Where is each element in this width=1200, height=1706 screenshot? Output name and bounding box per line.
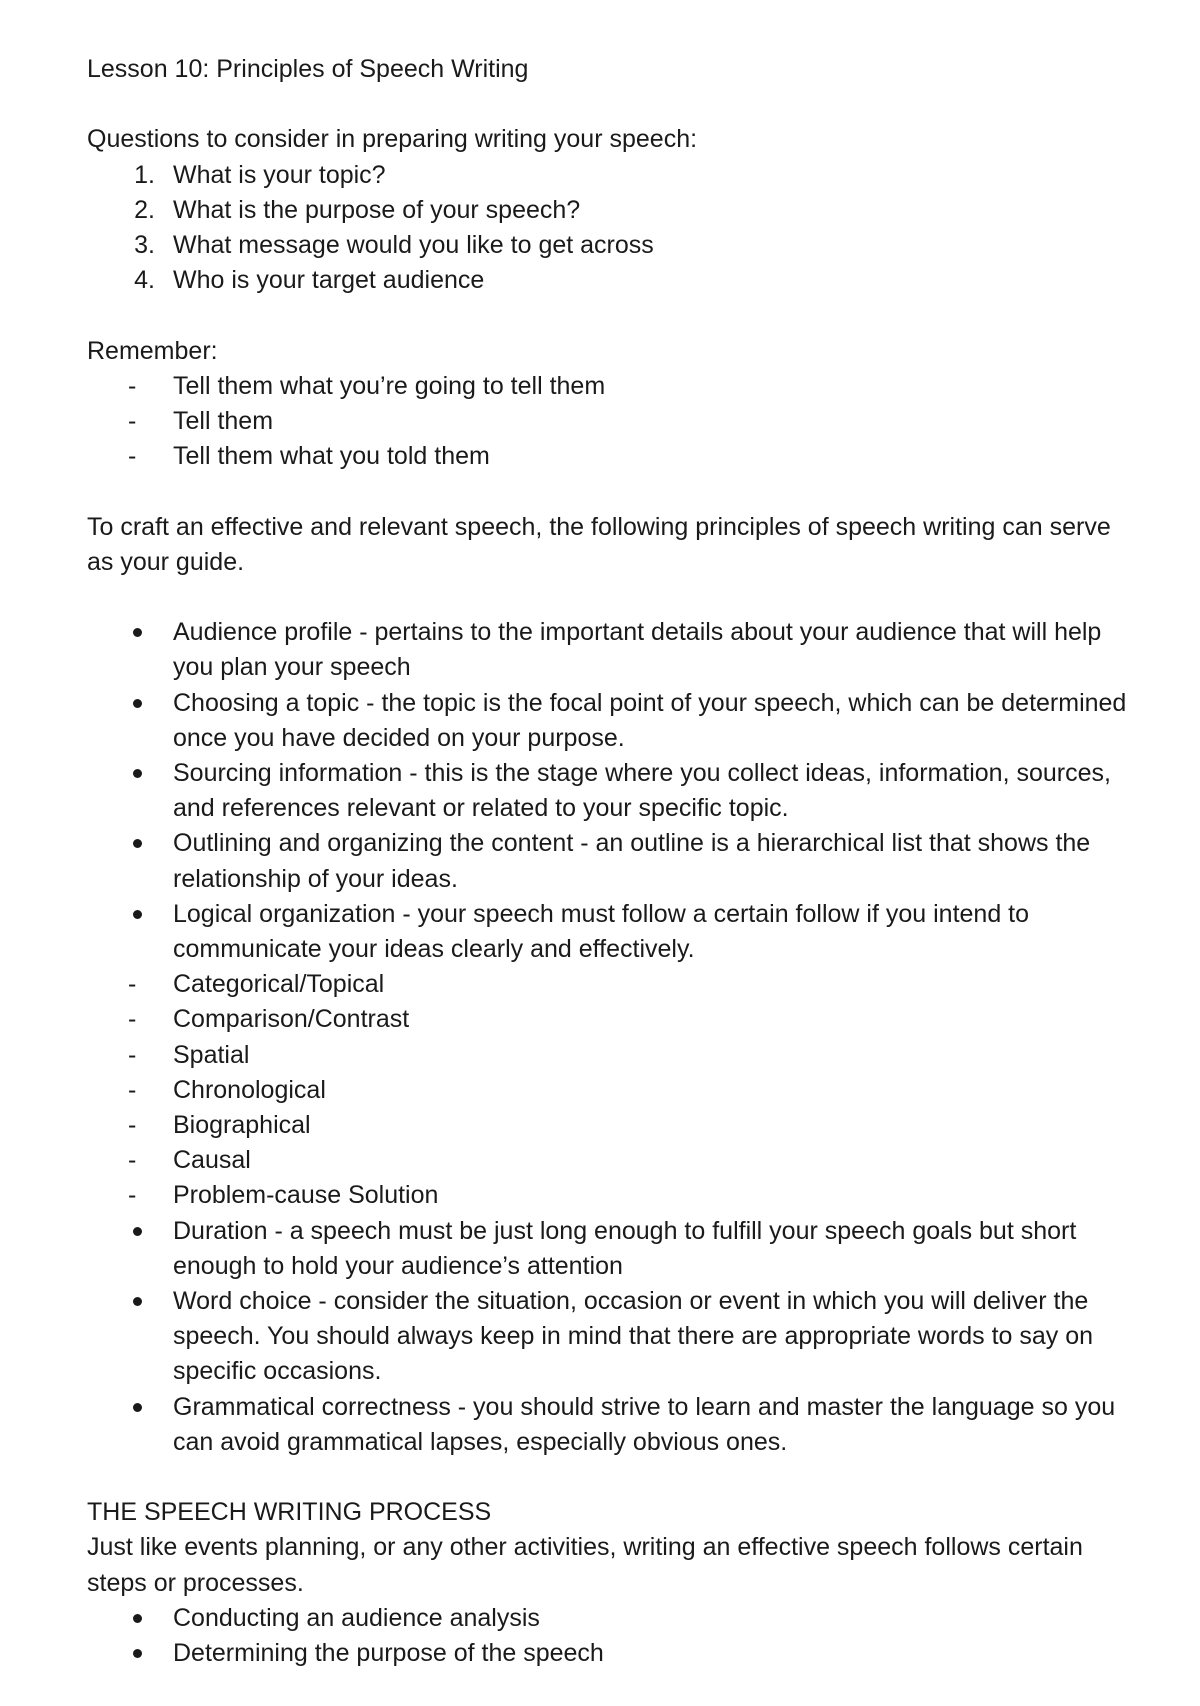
list-item-text: Categorical/Topical xyxy=(173,970,385,999)
list-item-text: Outlining and organizing the content - an outline is a hierarchical list that shows the relationship of your ideas. xyxy=(173,829,1091,893)
bullet-icon xyxy=(133,1297,142,1306)
list-item-text: Tell them what you told them xyxy=(173,442,490,471)
principles-list xyxy=(87,615,1127,1460)
document-page xyxy=(87,52,1127,1671)
list-item xyxy=(87,1143,1127,1178)
list-item-text: Logical organization - your speech must follow a certain follow if you intend to communicate your ideas clearly and effectively. xyxy=(173,899,1030,964)
bullet-icon xyxy=(133,1649,142,1658)
list-item xyxy=(87,158,1127,193)
list-item-text: What is your topic? xyxy=(173,160,386,189)
list-item-text: Audience profile - pertains to the important details about your audience that will help you plan your speech xyxy=(173,618,1102,682)
list-number: 2. xyxy=(134,195,155,224)
list-item-text: Spatial xyxy=(173,1040,250,1069)
list-item xyxy=(87,263,1127,298)
list-item-text: Duration - a speech must be just long enough to fulfill your speech goals but short enough to hold your audience’s attention xyxy=(173,1216,1077,1280)
list-item-text: Sourcing information - this is the stage where you collect ideas, information, sources, and references relevant or related to your specific topic. xyxy=(173,759,1111,823)
list-item-text: Comparison/Contrast xyxy=(173,1005,410,1034)
list-item-text: Choosing a topic - the topic is the focal point of your speech, which can be determined once you have decided on your purpose. xyxy=(173,688,1127,752)
list-item xyxy=(87,686,1127,756)
list-item xyxy=(87,1214,1127,1284)
bullet-icon xyxy=(133,699,142,708)
dash-marker: - xyxy=(128,970,137,999)
bullet-icon xyxy=(133,1403,142,1412)
list-item xyxy=(87,1178,1127,1213)
list-item xyxy=(87,1390,1127,1460)
bullet-icon xyxy=(133,628,142,637)
list-item-text: Tell them what you’re going to tell them xyxy=(173,371,606,400)
list-item-text: Determining the purpose of the speech xyxy=(173,1639,604,1668)
spacer xyxy=(87,87,1127,122)
list-item xyxy=(87,439,1127,474)
list-item xyxy=(87,1002,1127,1037)
list-item-text: Causal xyxy=(173,1146,251,1175)
spacer xyxy=(87,298,1127,333)
spacer xyxy=(87,474,1127,509)
list-item-text: Who is your target audience xyxy=(173,266,485,295)
list-item-text: Biographical xyxy=(173,1111,311,1140)
list-item xyxy=(87,756,1127,826)
bullet-icon xyxy=(133,1227,142,1236)
list-item-text: Conducting an audience analysis xyxy=(173,1603,540,1632)
list-item-text: Tell them xyxy=(173,407,274,435)
dash-marker: - xyxy=(128,1040,137,1069)
spacer xyxy=(87,580,1127,615)
list-item xyxy=(87,826,1127,896)
list-item-text: Chronological xyxy=(173,1075,326,1104)
list-item xyxy=(87,615,1127,685)
list-item xyxy=(87,228,1127,263)
list-item xyxy=(87,1636,1127,1671)
list-number: 4. xyxy=(134,266,155,295)
craft-intro-paragraph: To craft an effective and relevant speech, the following principles of speech writing can serve as your guide. xyxy=(87,512,1111,576)
dash-marker: - xyxy=(128,1181,137,1210)
list-number: 3. xyxy=(134,231,155,259)
section-heading: THE SPEECH WRITING PROCESS xyxy=(87,1498,492,1527)
spacer xyxy=(87,1460,1127,1495)
dash-marker: - xyxy=(128,1111,137,1140)
list-item-text: Word choice - consider the situation, occasion or event in which you will deliver the speech. You should always keep in mind that there are appropriate words to say on specific occasions. xyxy=(173,1287,1094,1386)
bullet-icon xyxy=(133,769,142,778)
dash-marker: - xyxy=(128,1075,137,1104)
list-item xyxy=(87,1284,1127,1390)
list-item-text: Grammatical correctness - you should strive to learn and master the language so you can avoid grammatical lapses, especially obvious ones. xyxy=(173,1392,1116,1456)
list-item-text: What is the purpose of your speech? xyxy=(173,195,581,224)
process-intro-paragraph: Just like events planning, or any other activities, writing an effective speech follows certain steps or processes. xyxy=(87,1533,1083,1597)
list-item xyxy=(87,1108,1127,1143)
dash-marker: - xyxy=(128,371,137,400)
list-item xyxy=(87,967,1127,1002)
dash-marker: - xyxy=(128,1146,137,1175)
remember-list xyxy=(87,369,1127,475)
bullet-icon xyxy=(133,839,142,848)
list-item xyxy=(87,1038,1127,1073)
process-steps-list xyxy=(87,1601,1127,1671)
list-item xyxy=(87,369,1127,404)
lesson-title: Lesson 10: Principles of Speech Writing xyxy=(87,55,529,83)
list-item xyxy=(87,1601,1127,1636)
list-item-text: What message would you like to get across xyxy=(173,231,654,259)
list-item-text: Problem-cause Solution xyxy=(173,1181,439,1210)
bullet-icon xyxy=(133,1614,142,1623)
dash-marker: - xyxy=(128,442,137,471)
list-number: 1. xyxy=(134,160,155,189)
dash-marker: - xyxy=(128,407,137,435)
bullet-icon xyxy=(133,910,142,919)
list-item xyxy=(87,897,1127,967)
questions-intro: Questions to consider in preparing writing your speech: xyxy=(87,125,698,154)
list-item xyxy=(87,404,1127,439)
questions-list xyxy=(87,158,1127,299)
remember-heading: Remember: xyxy=(87,336,218,365)
dash-marker: - xyxy=(128,1005,137,1034)
list-item xyxy=(87,193,1127,228)
list-item xyxy=(87,1073,1127,1108)
